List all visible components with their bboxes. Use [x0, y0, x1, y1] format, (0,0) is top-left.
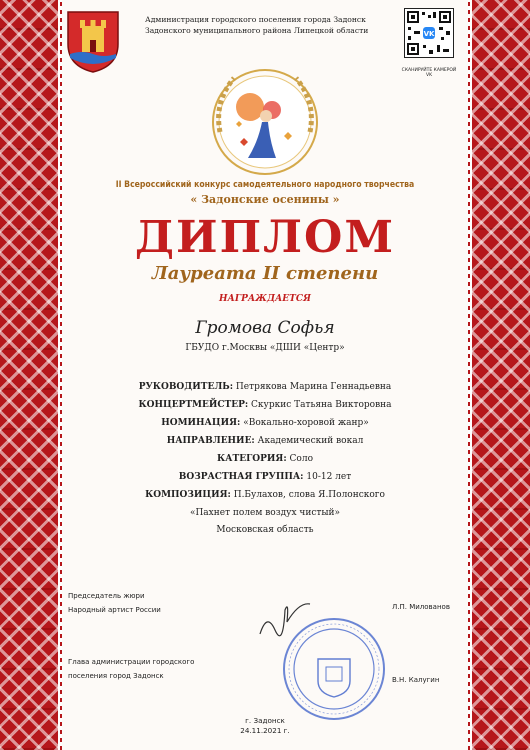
accompanist-label: КОНЦЕРТМЕЙСТЕР: — [138, 400, 249, 410]
vk-logo-icon: VK — [423, 30, 435, 38]
date: 24.11.2021 г. — [240, 726, 290, 735]
recipient-name: Громова Софья — [195, 318, 335, 338]
qr-code[interactable] — [404, 8, 454, 58]
festival-name: « Задонские осенины » — [190, 193, 340, 206]
head-title-line2: поселения город Задонск — [68, 672, 164, 680]
region: Московская область — [216, 525, 314, 535]
supervisor-value: Петрякова Марина Геннадьевна — [235, 382, 392, 392]
composition-title: «Пахнет полем воздух чистый» — [189, 508, 341, 518]
place-and-date — [200, 716, 330, 736]
recipient-school: ГБУДО г.Москвы «ДШИ «Центр» — [185, 343, 345, 353]
coat-of-arms-icon — [64, 8, 122, 74]
ornament-border-right — [472, 0, 530, 750]
admin-line-2: Задонского муниципального района Липецкой области — [145, 26, 369, 35]
jury-chair-title: Председатель жюри — [68, 592, 145, 600]
nomination-value: «Вокально-хоровой жанр» — [243, 418, 369, 428]
awarded-label: НАГРАЖДАЕТСЯ — [219, 294, 311, 304]
admin-line-1: Администрация городского поселения города Задонск — [145, 15, 366, 24]
head-name: В.Н. Калугин — [392, 676, 440, 684]
ornament-border-left — [0, 0, 58, 750]
composition-row — [70, 486, 460, 504]
accompanist-row — [70, 396, 460, 414]
jury-chair-block — [68, 589, 161, 617]
accompanist-value: Скуркис Татьяна Викторовна — [251, 400, 392, 410]
category-row — [70, 450, 460, 468]
category-value: Соло — [289, 454, 313, 464]
age-group-label: ВОЗРАСТНАЯ ГРУППА: — [178, 472, 304, 482]
composition-value: П.Булахов, слова Я.Полонского — [233, 490, 385, 500]
age-group-row — [70, 468, 460, 486]
qr-caption: СКАНИРУЙТЕ КАМЕРОЙ VK — [401, 68, 457, 78]
contest-title: II Всероссийский конкурс самодеятельного народного творчества — [115, 180, 415, 190]
direction-value: Академический вокал — [257, 436, 364, 446]
head-title-line1: Глава администрации городского — [68, 658, 195, 666]
diploma-title: ДИПЛОМ — [134, 212, 396, 263]
laureate-degree: Лауреата II степени — [151, 263, 379, 284]
administration-heading — [145, 14, 395, 36]
award-details — [70, 378, 460, 522]
composition-label: КОМПОЗИЦИЯ: — [145, 490, 231, 500]
city: г. Задонск — [245, 716, 285, 725]
age-group-value: 10-12 лет — [306, 472, 352, 482]
direction-label: НАПРАВЛЕНИЕ: — [166, 436, 255, 446]
category-label: КАТЕГОРИЯ: — [217, 454, 287, 464]
supervisor-row — [70, 378, 460, 396]
nomination-label: НОМИНАЦИЯ: — [161, 418, 241, 428]
head-of-administration-block — [68, 655, 194, 683]
direction-row — [70, 432, 460, 450]
jury-chair-rank: Народный артист России — [68, 606, 161, 614]
official-stamp-icon — [280, 615, 388, 723]
jury-chair-name: Л.П. Милованов — [392, 603, 450, 611]
festival-emblem-icon — [200, 62, 330, 184]
supervisor-label: РУКОВОДИТЕЛЬ: — [138, 382, 234, 392]
nomination-row — [70, 414, 460, 432]
